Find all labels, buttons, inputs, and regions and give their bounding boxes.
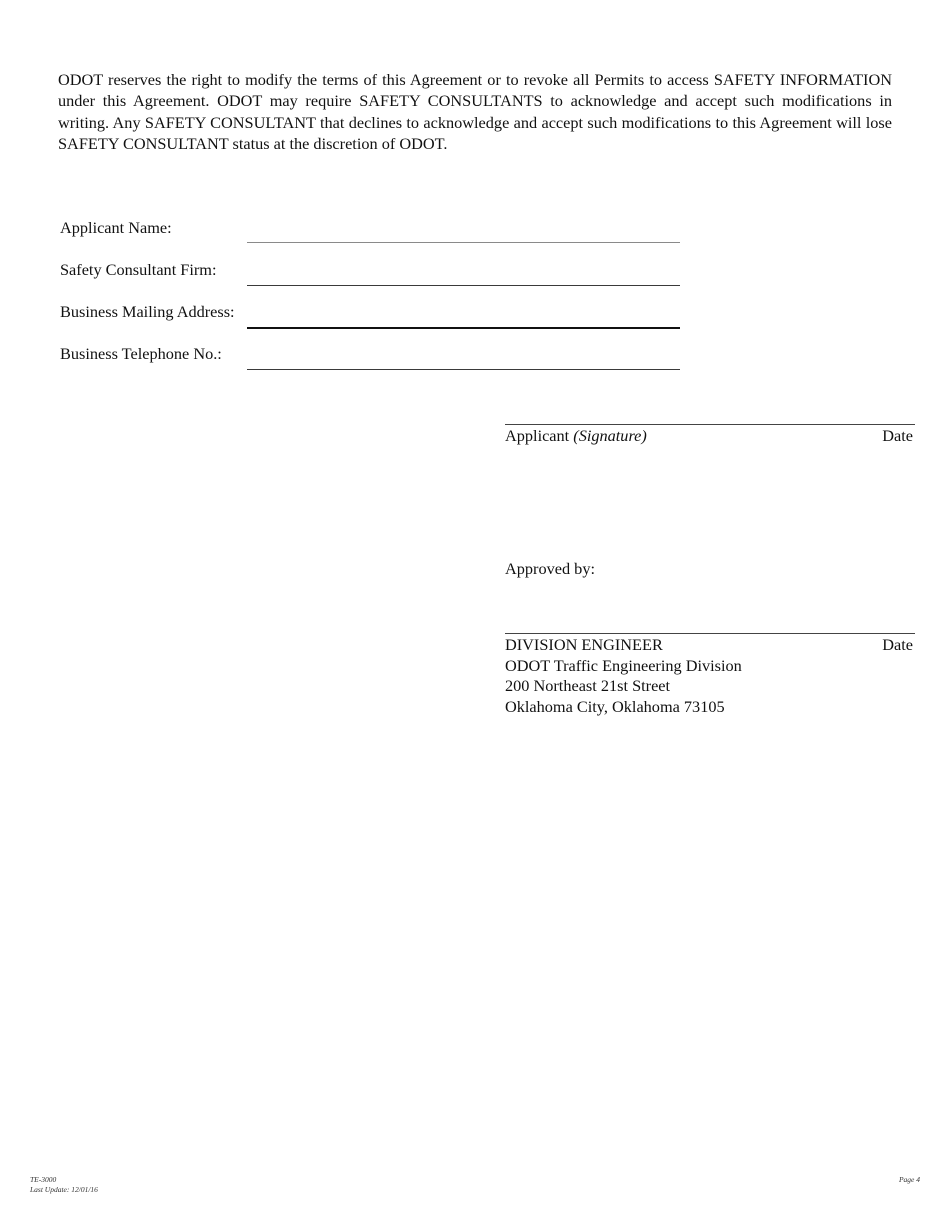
footer-form-info (30, 1175, 98, 1195)
applicant-signature-label (505, 426, 647, 447)
applicant-date-label: Date (882, 426, 913, 445)
applicant-name-label: Applicant Name: (60, 218, 172, 237)
business-mailing-address-field[interactable] (247, 327, 680, 329)
approved-by-label: Approved by: (505, 559, 595, 578)
form-number: TE-3000 (30, 1175, 57, 1184)
business-telephone-field[interactable] (247, 369, 680, 370)
safety-consultant-firm-field[interactable] (247, 285, 680, 286)
applicant-label: Applicant (505, 426, 570, 445)
address-line-1: ODOT Traffic Engineering Division (505, 656, 742, 675)
address-line-2: 200 Northeast 21st Street (505, 676, 671, 695)
address-line-3: Oklahoma City, Oklahoma 73105 (505, 697, 725, 716)
approval-date-label: Date (882, 635, 913, 654)
signature-hint: (Signature) (573, 426, 647, 445)
applicant-signature-line[interactable] (505, 424, 915, 425)
division-engineer-title: DIVISION ENGINEER (505, 635, 663, 654)
business-mailing-address-label: Business Mailing Address: (60, 302, 235, 321)
intro-paragraph: ODOT reserves the right to modify the terms of this Agreement or to revoke all Permits to access SAFETY INFORMATION under this Agreement. ODOT may require SAFETY CONSULTANTS to acknowledge and accept such modifications in writing. Any SAFETY CONSULTANT that declines to acknowledge and accept such modifications to this Agreement will lose SAFETY CONSULTANT status at the discretion of ODOT. (58, 70, 892, 154)
page-number: Page 4 (898, 1175, 920, 1184)
last-update: Last Update: 12/01/16 (30, 1185, 98, 1194)
safety-consultant-firm-label: Safety Consultant Firm: (60, 260, 217, 279)
business-telephone-label: Business Telephone No.: (60, 344, 222, 363)
division-engineer-signature-line[interactable] (505, 633, 915, 634)
applicant-name-field[interactable] (247, 242, 680, 243)
